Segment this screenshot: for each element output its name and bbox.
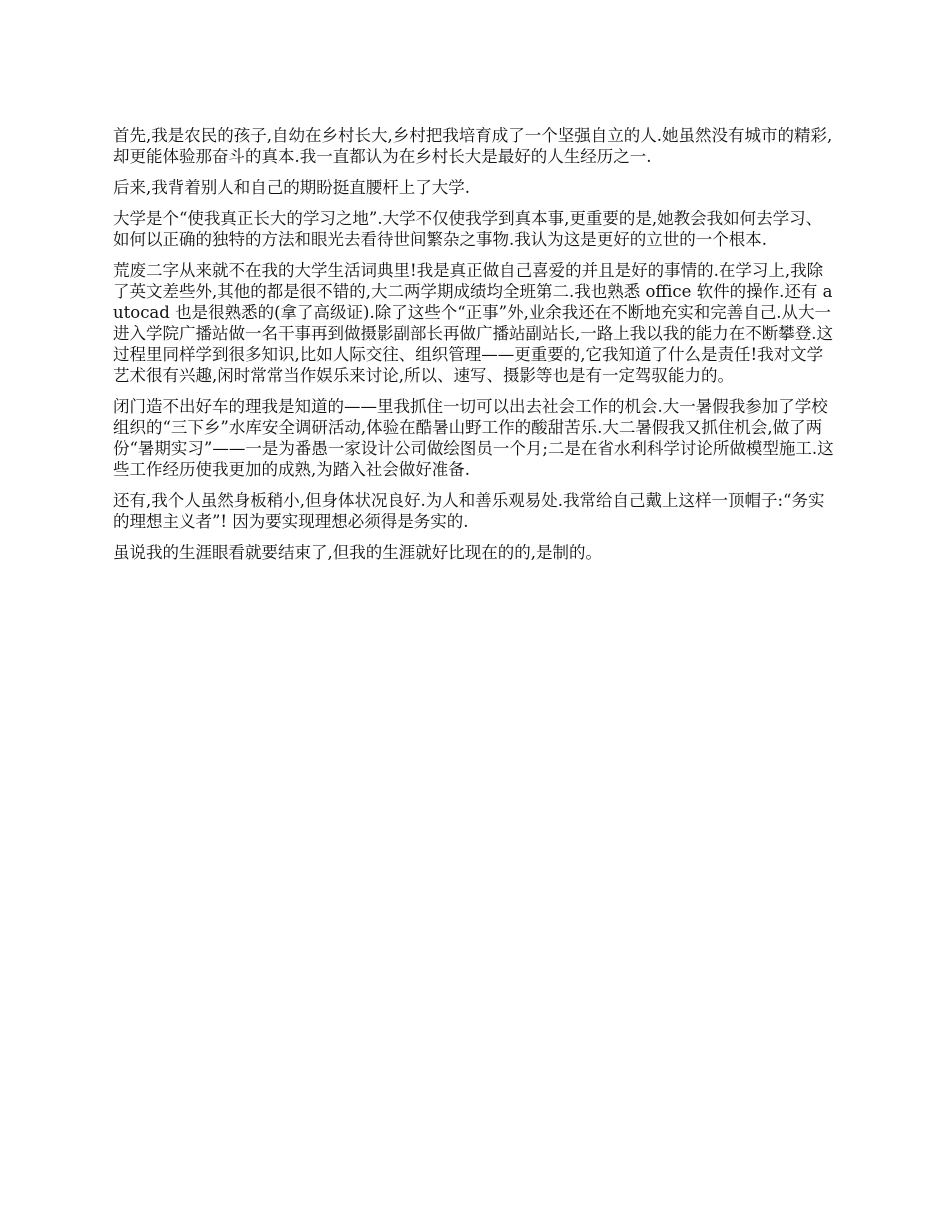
paragraph-7: 虽说我的生涯眼看就要结束了,但我的生涯就好比现在的的,是制的。: [113, 543, 602, 562]
paragraph-6: 还有,我个人虽然身板稍小,但身体状况良好.为人和善乐观易处.我常给自己戴上这样一顶帽子:“务实的理想主义者”! 因为要实现理想必须得是务实的.: [113, 491, 825, 531]
paragraph-1: 首先,我是农民的孩子,自幼在乡村长大,乡村把我培育成了一个坚强自立的人.她虽然没有城市的精彩,却更能体验那奋斗的真本.我一直都认为在乡村长大是最好的人生经历之一.: [113, 126, 833, 166]
document-body: [113, 125, 837, 573]
paragraph-2: 后来,我背着别人和自己的期盼挺直腰杆上了大学.: [113, 178, 470, 197]
paragraph-4: 荒废二字从来就不在我的大学生活词典里!我是真正做自己喜爱的并且是好的事情的.在学习上,我除了英文差些外,其他的都是很不错的,大二两学期成绩均全班第二.我也熟悉 office 软件的操作.还有 autocad 也是很熟悉的(拿了高级证).除了这些个“正事”外,业余我还在不断地充实和完善自己.从大一进入学院广播站做一名干事再到做摄影副部长再做广播站副站长,一路上我以我的能力在不断攀登.这过程里同样学到很多知识,比如人际交往、组织管理——更重要的,它我知道了什么是责任!我对文学艺术很有兴趣,闲时常常当作娱乐来讨论,所以、速写、摄影等也是有一定驾驭能力的。: [113, 261, 833, 385]
paragraph-5: 闭门造不出好车的理我是知道的——里我抓住一切可以出去社会工作的机会.大一暑假我参加了学校组织的“三下乡”水库安全调研活动,体验在酷暑山野工作的酸甜苦乐.大二暑假我又抓住机会,做了两份“暑期实习”——一是为番愚一家设计公司做绘图员一个月;二是在省水利科学讨论所做模型施工.这些工作经历使我更加的成熟,为踏入社会做好准备.: [113, 397, 834, 479]
paragraph-3: 大学是个“使我真正长大的学习之地”.大学不仅使我学到真本事,更重要的是,她教会我如何去学习、如何以正确的独特的方法和眼光去看待世间繁杂之事物.我认为这是更好的立世的一个根本.: [113, 209, 823, 249]
